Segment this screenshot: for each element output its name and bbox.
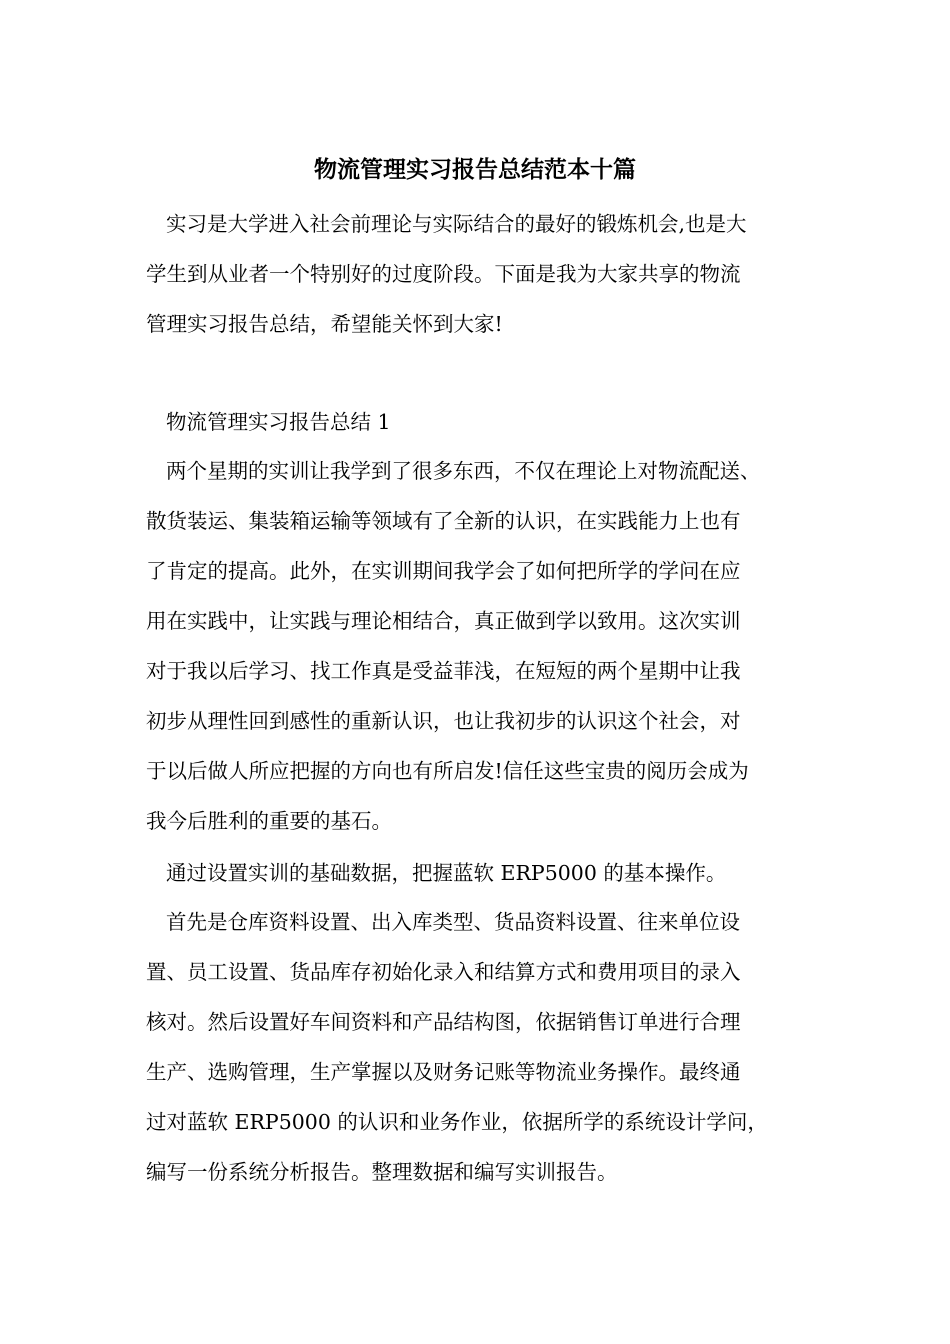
paragraph-line: 于以后做人所应把握的方向也有所启发!信任这些宝贵的阅历会成为	[146, 759, 749, 783]
paragraph-line: 对于我以后学习、找工作真是受益菲浅，在短短的两个星期中让我	[146, 659, 741, 683]
section-paragraph-1	[146, 446, 826, 846]
paragraph-line: 通过设置实训的基础数据，把握蓝软 ERP5000 的基本操作。	[166, 861, 727, 885]
paragraph-line: 我今后胜利的重要的基石。	[146, 809, 392, 833]
paragraph-line: 用在实践中，让实践与理论相结合，真正做到学以致用。这次实训	[146, 609, 741, 633]
intro-line: 学生到从业者一个特别好的过度阶段。下面是我为大家共享的物流	[146, 262, 741, 286]
paragraph-line: 了肯定的提高。此外，在实训期间我学会了如何把所学的学问在应	[146, 559, 741, 583]
intro-line: 管理实习报告总结，希望能关怀到大家!	[146, 312, 503, 336]
intro-paragraph	[146, 199, 826, 349]
paragraph-line: 编写一份系统分析报告。整理数据和编写实训报告。	[146, 1160, 618, 1184]
paragraph-line: 初步从理性回到感性的重新认识，也让我初步的认识这个社会，对	[146, 709, 741, 733]
section-paragraph-3	[146, 897, 826, 1197]
section-paragraph-2	[146, 848, 826, 898]
paragraph-line: 两个星期的实训让我学到了很多东西，不仅在理论上对物流配送、	[166, 459, 761, 483]
section-heading	[146, 397, 826, 447]
intro-line: 实习是大学进入社会前理论与实际结合的最好的锻炼机会,也是大	[166, 212, 747, 236]
paragraph-line: 置、员工设置、货品库存初始化录入和结算方式和费用项目的录入	[146, 960, 741, 984]
paragraph-line: 生产、选购管理，生产掌握以及财务记账等物流业务操作。最终通	[146, 1060, 741, 1084]
document-title: 物流管理实习报告总结范本十篇	[314, 157, 636, 183]
paragraph-line: 散货装运、集装箱运输等领域有了全新的认识，在实践能力上也有	[146, 509, 741, 533]
paragraph-line: 过对蓝软 ERP5000 的认识和业务作业，依据所学的系统设计学问，	[146, 1110, 768, 1134]
paragraph-line: 首先是仓库资料设置、出入库类型、货品资料设置、往来单位设	[166, 910, 740, 934]
paragraph-line: 核对。然后设置好车间资料和产品结构图，依据销售订单进行合理	[146, 1010, 741, 1034]
section-heading-text: 物流管理实习报告总结 1	[166, 410, 391, 434]
